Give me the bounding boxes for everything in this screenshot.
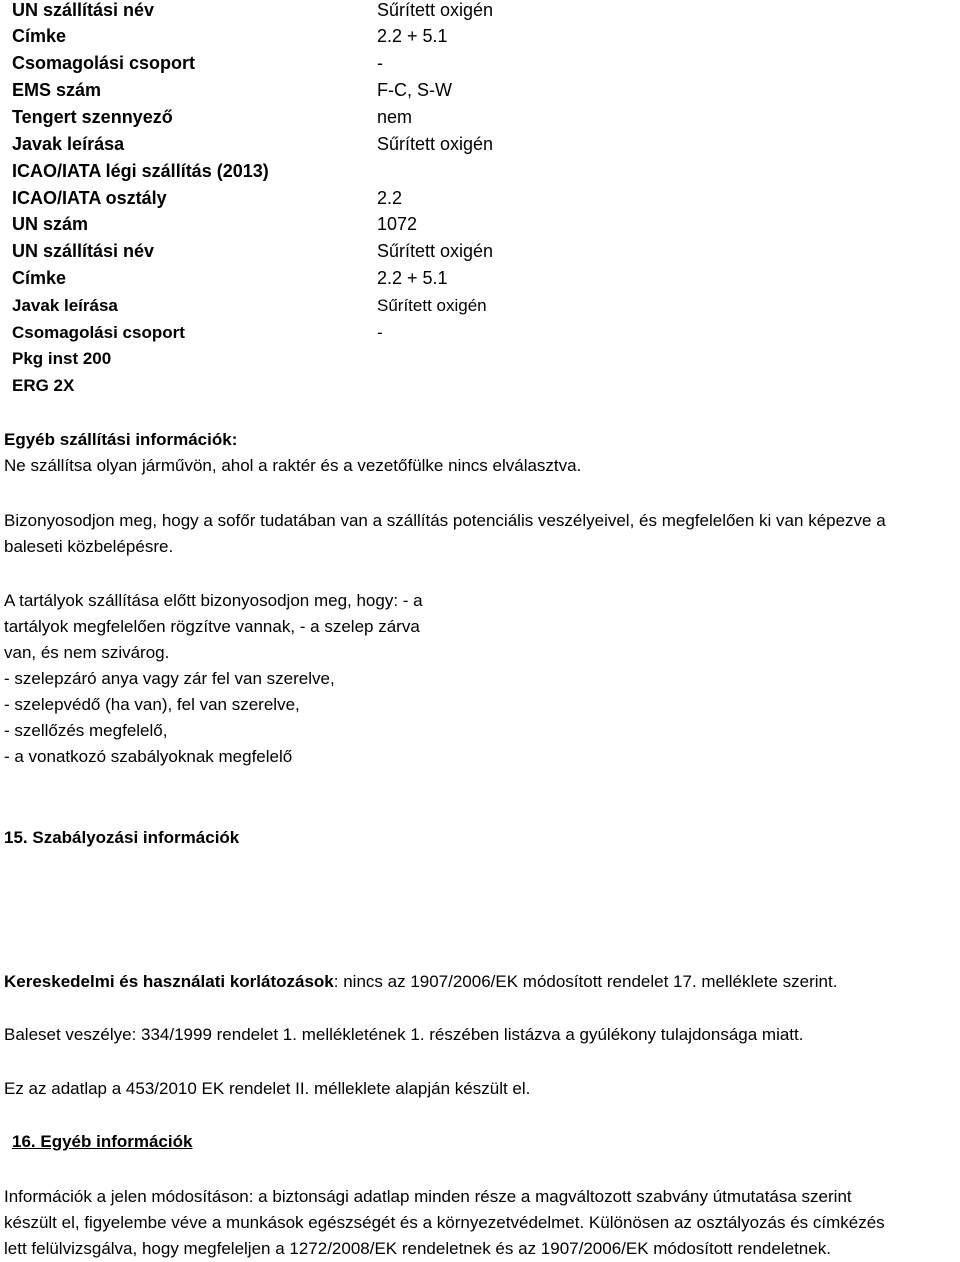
row-key: EMS szám [12, 80, 102, 100]
paragraph-line: Bizonyosodjon meg, hogy a sofőr tudatában van a szállítás potenciális veszélyeivel, és megfelelően ki van képezve a [4, 511, 886, 530]
row-value: 1072 [377, 214, 418, 234]
row-key: UN szám [12, 214, 89, 234]
row-value: Sűrített oxigén [377, 0, 494, 20]
row-value: F-C, S-W [377, 80, 452, 100]
row-key: UN szállítási név [12, 0, 155, 20]
row-key: Javak leírása [12, 296, 118, 315]
row-value: Sűrített oxigén [377, 241, 494, 261]
hazard-line: Baleset veszélye: 334/1999 rendelet 1. mellékletének 1. részében listázva a gyúlékony tulajdonsága miatt. [4, 1025, 804, 1044]
checklist-line: - szelepzáró anya vagy zár fel van szerelve, [4, 669, 335, 688]
checklist-line: - szelepvédő (ha van), fel van szerelve, [4, 695, 300, 714]
row-key: Tengert szennyező [12, 107, 173, 127]
row-value: 2.2 + 5.1 [377, 26, 448, 46]
row-key: Csomagolási csoport [12, 53, 196, 73]
section-16-text [4, 1184, 885, 1262]
section-15-heading: 15. Szabályozási információk [4, 828, 240, 847]
other-transport-line: Ne szállítsa olyan járművön, ahol a raktér és a vezetőfülke nincs elválasztva. [4, 456, 582, 475]
row-key: Javak leírása [12, 134, 125, 154]
paragraph-line: lett felülvizsgálva, hogy megfeleljen a 1272/2008/EK rendeletnek és az 1907/2006/EK módosított rendeletnek. [4, 1239, 831, 1258]
row-value: Sűrített oxigén [377, 134, 494, 154]
paragraph-line: Információk a jelen módosításon: a biztonsági adatlap minden része a magváltozott szabvány útmutatása szerint [4, 1187, 852, 1206]
restrictions-line [4, 972, 837, 992]
row-key: Csomagolási csoport [12, 323, 185, 342]
row-value: Sűrített oxigén [377, 296, 487, 315]
driver-paragraph [4, 508, 886, 560]
row-key: Pkg inst 200 [12, 349, 112, 368]
row-value: - [377, 323, 383, 342]
checklist-line: tartályok megfelelően rögzítve vannak, - a szelep zárva [4, 617, 420, 636]
restrictions-text: : nincs az 1907/2006/EK módosított rendelet 17. melléklete szerint. [333, 972, 838, 991]
basis-line: Ez az adatlap a 453/2010 EK rendelet II. mélleklete alapján készült el. [4, 1079, 531, 1098]
row-value: 2.2 + 5.1 [377, 268, 448, 288]
row-key: UN szállítási név [12, 241, 155, 261]
checklist-line: - a vonatkozó szabályoknak megfelelő [4, 747, 293, 766]
row-key: Címke [12, 26, 67, 46]
paragraph-line: baleseti közbelépésre. [4, 537, 174, 556]
row-key: Címke [12, 268, 67, 288]
section-16-heading: 16. Egyéb információk [12, 1132, 193, 1151]
paragraph-line: készült el, figyelembe véve a munkások egészségét és a környezetvédelmet. Különösen az osztályozás és címkézés [4, 1213, 885, 1232]
row-value: nem [377, 107, 413, 127]
row-value: 2.2 [377, 188, 403, 208]
checklist-line: A tartályok szállítása előtt bizonyosodjon meg, hogy: - a [4, 591, 423, 610]
row-value: - [377, 53, 383, 73]
tank-checklist [4, 588, 423, 770]
row-key: ERG 2X [12, 376, 75, 395]
restrictions-label: Kereskedelmi és használati korlátozások [4, 972, 334, 991]
other-transport-heading: Egyéb szállítási információk: [4, 430, 238, 449]
checklist-line: - szellőzés megfelelő, [4, 721, 168, 740]
checklist-line: van, és nem szivárog. [4, 643, 170, 662]
row-key: ICAO/IATA légi szállítás (2013) [12, 161, 269, 181]
row-key: ICAO/IATA osztály [12, 188, 167, 208]
